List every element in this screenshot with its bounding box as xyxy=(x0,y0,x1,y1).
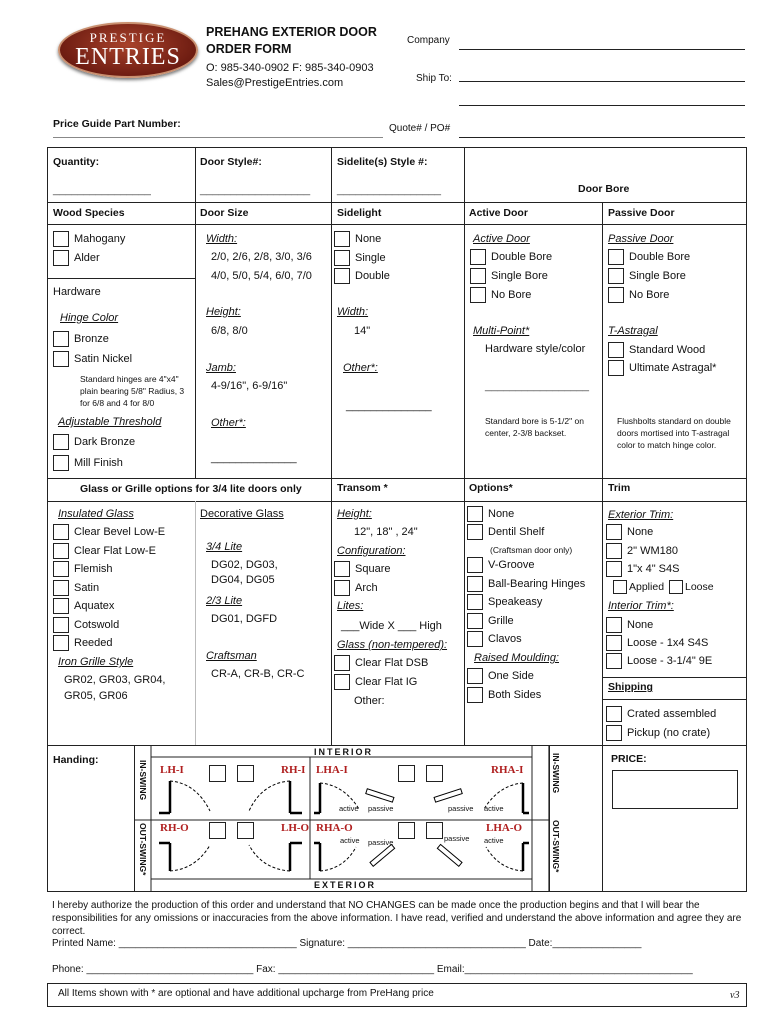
shipping-heading: Shipping xyxy=(608,681,653,693)
checkbox[interactable] xyxy=(334,561,350,577)
phone-fax: O: 985-340-0902 F: 985-340-0903 xyxy=(206,62,374,74)
divider xyxy=(47,478,747,479)
flushbolt-note: Flushbolts standard on double doors mortised into T-astragal color to match hinge color. xyxy=(617,416,731,450)
ext-trim-none[interactable] xyxy=(606,524,653,540)
in-swing-label-right: IN-SWING xyxy=(551,753,561,794)
active-label: active xyxy=(484,804,504,813)
transom-glass-label: Glass (non-tempered): xyxy=(337,639,448,651)
checkbox[interactable] xyxy=(467,557,483,573)
passive-label: passive xyxy=(368,838,394,847)
active-label: active xyxy=(484,836,504,845)
hinge-option-bronze[interactable] xyxy=(53,331,109,347)
hinge-color-label: Hinge Color xyxy=(60,312,119,324)
handing-label: Handing: xyxy=(53,754,99,766)
divider xyxy=(331,147,332,745)
lite23-values: DG01, DGFD xyxy=(211,613,278,625)
company-field[interactable] xyxy=(459,49,745,50)
config-arch[interactable] xyxy=(334,580,378,596)
handing-checkbox-rha-i[interactable] xyxy=(426,765,443,782)
form-title-line1: PREHANG EXTERIOR DOOR xyxy=(206,25,377,39)
option-label: Aquatex xyxy=(74,600,115,612)
checkbox[interactable] xyxy=(606,561,622,577)
option-label: 1"x 4" S4S xyxy=(627,563,680,575)
rh-i-label: RH-I xyxy=(281,764,306,776)
checkbox[interactable] xyxy=(467,668,483,684)
company-label: Company xyxy=(407,35,450,46)
divider xyxy=(602,677,747,678)
option-label: Speakeasy xyxy=(488,596,543,608)
lites-field[interactable]: ___Wide X ___ High xyxy=(341,620,442,632)
divider xyxy=(464,147,465,745)
lh-o-door-icon xyxy=(249,843,302,871)
width-values-2: 4/0, 5/0, 5/4, 6/0, 7/0 xyxy=(211,270,312,282)
raised-moulding-label: Raised Moulding: xyxy=(474,652,559,664)
checkbox[interactable] xyxy=(467,687,483,703)
divider xyxy=(47,224,747,225)
out-swing-label-left: OUT-SWING* xyxy=(138,823,148,876)
option-label: Crated assembled xyxy=(627,708,717,720)
options-heading: Options* xyxy=(469,482,513,494)
size-other-label: Other*: xyxy=(211,417,246,429)
multipoint-label: Multi-Point* xyxy=(473,325,530,337)
glass-reeded[interactable] xyxy=(53,635,113,651)
checkbox[interactable] xyxy=(53,635,69,651)
passive-label: passive xyxy=(448,804,474,813)
divider xyxy=(47,278,195,279)
handing-checkbox-lh-o[interactable] xyxy=(237,822,254,839)
sidelight-other-field[interactable]: ______________ xyxy=(346,400,432,412)
option-label: Bronze xyxy=(74,333,109,345)
active-double-bore[interactable] xyxy=(470,249,552,265)
hardware-style-label: Hardware style/color xyxy=(485,343,586,355)
option-label: Clavos xyxy=(488,633,522,645)
option-label: Clear Flat DSB xyxy=(355,657,429,669)
glass-aquatex[interactable] xyxy=(53,598,114,614)
trim-heading: Trim xyxy=(608,482,631,494)
passive-door-heading: Passive Door xyxy=(608,207,675,219)
option-label: Single xyxy=(355,252,386,264)
rha-o-label: RHA-O xyxy=(316,822,353,834)
hinge-option-satin-nickel[interactable] xyxy=(53,351,132,367)
option-label: Applied xyxy=(629,581,665,593)
checkbox[interactable] xyxy=(53,598,69,614)
exterior-label: EXTERIOR xyxy=(314,880,377,890)
quote-field[interactable] xyxy=(459,137,745,138)
door-bore-heading: Door Bore xyxy=(578,183,630,195)
dentil-note: (Craftsman door only) xyxy=(490,545,573,555)
option-label: Loose - 1x4 S4S xyxy=(627,637,709,649)
active-label: active xyxy=(340,836,360,845)
config-square[interactable] xyxy=(334,561,390,577)
option-grille[interactable] xyxy=(467,613,514,629)
contact-line[interactable]: Phone: ______________________________ Fax: ____________________________ Email:_________________________________________ xyxy=(52,964,693,975)
divider xyxy=(195,147,196,478)
wood-option-mahogany[interactable] xyxy=(53,231,125,247)
lite34-values-2: DG04, DG05 xyxy=(211,574,275,586)
lh-o-label: LH-O xyxy=(281,822,310,834)
divider xyxy=(602,745,603,892)
option-label: Double xyxy=(355,270,390,282)
insulated-glass-label: Insulated Glass xyxy=(58,508,134,520)
option-label: Ball-Bearing Hinges xyxy=(488,578,586,590)
transom-height-values: 12", 18" , 24" xyxy=(354,526,418,538)
int-trim-none[interactable] xyxy=(606,617,653,633)
wood-option-alder[interactable] xyxy=(53,250,100,266)
divider xyxy=(47,501,747,502)
option-label: None xyxy=(627,526,654,538)
checkbox[interactable] xyxy=(53,434,69,450)
option-label: Square xyxy=(355,563,391,575)
option-label: Both Sides xyxy=(488,689,542,701)
checkbox[interactable] xyxy=(608,249,624,265)
threshold-label: Adjustable Threshold xyxy=(58,416,162,428)
rha-o-door-icon xyxy=(314,843,395,871)
sidelite-style-field[interactable]: _________________ xyxy=(337,184,442,196)
price-guide-field[interactable] xyxy=(53,137,383,138)
option-label: Loose xyxy=(685,581,714,593)
option-label: Alder xyxy=(74,252,100,264)
price-label: PRICE: xyxy=(611,753,647,765)
checkbox[interactable] xyxy=(53,351,69,367)
glass-clear-flat[interactable] xyxy=(53,543,156,559)
checkbox[interactable] xyxy=(606,653,622,669)
checkbox[interactable] xyxy=(334,674,350,690)
sidelight-width-label: Width: xyxy=(337,306,369,318)
checkbox[interactable] xyxy=(467,524,483,540)
shipto-label: Ship To: xyxy=(416,73,452,84)
option-label: None xyxy=(355,233,382,245)
checkbox[interactable] xyxy=(467,631,483,647)
option-label: Cotswold xyxy=(74,619,120,631)
ext-trim-wm180[interactable] xyxy=(606,543,678,559)
option-label: Clear Flat Low-E xyxy=(74,545,156,557)
shipto-field-2[interactable] xyxy=(459,105,745,106)
iron-grille-values-1: GR02, GR03, GR04, xyxy=(64,674,166,686)
option-label: None xyxy=(627,619,654,631)
divider xyxy=(549,745,550,892)
shipto-field-1[interactable] xyxy=(459,81,745,82)
checkbox[interactable] xyxy=(608,268,624,284)
threshold-option-mill-finish[interactable] xyxy=(53,455,123,471)
checkbox[interactable] xyxy=(53,561,69,577)
lha-i-label: LHA-I xyxy=(316,764,348,776)
option-label: Satin Nickel xyxy=(74,353,133,365)
sidelight-width-value: 14" xyxy=(354,325,371,337)
prestige-entries-logo xyxy=(58,22,198,78)
option-label: Loose - 3-1/4" 9E xyxy=(627,655,713,667)
quantity-label: Quantity: xyxy=(53,156,100,168)
height-values: 6/8, 8/0 xyxy=(211,325,248,337)
trim-applied[interactable] xyxy=(613,580,664,594)
size-other-field[interactable]: ______________ xyxy=(211,452,297,464)
rh-o-label: RH-O xyxy=(160,822,189,834)
option-label: 2" WM180 xyxy=(627,545,678,557)
passive-label: passive xyxy=(368,804,394,813)
door-style-field[interactable]: __________________ xyxy=(200,184,311,196)
option-label: Mill Finish xyxy=(74,457,123,469)
checkbox[interactable] xyxy=(608,342,624,358)
interior-label: INTERIOR xyxy=(314,747,374,757)
checkbox[interactable] xyxy=(608,360,624,376)
sidelight-option-none[interactable] xyxy=(334,231,381,247)
interior-trim-label: Interior Trim*: xyxy=(608,600,674,612)
sales-email: Sales@PrestigeEntries.com xyxy=(206,77,344,89)
option-label: Double Bore xyxy=(629,251,691,263)
handing-checkbox-lha-i[interactable] xyxy=(398,765,415,782)
glass-clear-bevel[interactable] xyxy=(53,524,165,540)
option-v-groove[interactable] xyxy=(467,557,534,573)
option-label: Pickup (no crate) xyxy=(627,727,711,739)
sidelight-other-label: Other*: xyxy=(343,362,378,374)
option-none[interactable] xyxy=(467,506,514,522)
option-label: One Side xyxy=(488,670,534,682)
iron-grille-values-2: GR05, GR06 xyxy=(64,690,128,702)
logo-top-text: PRESTIGE xyxy=(89,30,167,45)
lite34-label: 3/4 Lite xyxy=(206,541,243,553)
price-guide-label: Price Guide Part Number: xyxy=(53,118,181,130)
transom-other-label: Other: xyxy=(354,695,385,707)
sidelight-option-double[interactable] xyxy=(334,268,390,284)
optional-note: All Items shown with * are optional and have additional upcharge from PreHang price xyxy=(58,988,434,999)
quantity-field[interactable]: ________________ xyxy=(53,184,151,196)
divider xyxy=(47,202,747,203)
option-label: Grille xyxy=(488,615,514,627)
lite34-values-1: DG02, DG03, xyxy=(211,559,278,571)
option-label: Dentil Shelf xyxy=(488,526,545,538)
checkbox[interactable] xyxy=(334,231,350,247)
divider xyxy=(602,202,603,745)
jamb-label: Jamb: xyxy=(206,362,236,374)
active-door-sublabel: Active Door xyxy=(473,233,530,245)
checkbox[interactable] xyxy=(467,613,483,629)
option-label: Single Bore xyxy=(491,270,548,282)
checkbox[interactable] xyxy=(608,287,624,303)
out-swing-label-right: OUT-SWING* xyxy=(551,820,561,873)
handing-checkbox-lha-o[interactable] xyxy=(426,822,443,839)
craftsman-values: CR-A, CR-B, CR-C xyxy=(211,668,305,680)
in-swing-label-left: IN-SWING xyxy=(138,760,148,801)
signature-line[interactable]: Printed Name: ________________________________ Signature: ________________________________ Date:________________ xyxy=(52,938,642,949)
sidelite-style-label: Sidelite(s) Style #: xyxy=(337,156,428,168)
glass-flemish[interactable] xyxy=(53,561,113,577)
option-label: Standard Wood xyxy=(629,344,706,356)
checkbox[interactable] xyxy=(334,580,350,596)
ext-trim-1x4[interactable] xyxy=(606,561,679,577)
version-label: v3 xyxy=(730,990,740,1001)
option-label: Double Bore xyxy=(491,251,553,263)
quote-label: Quote# / PO# xyxy=(389,123,451,134)
width-label: Width: xyxy=(206,233,238,245)
handing-checkbox-rh-i[interactable] xyxy=(237,765,254,782)
iron-grille-label: Iron Grille Style xyxy=(58,656,134,668)
checkbox[interactable] xyxy=(669,580,683,594)
option-label: V-Groove xyxy=(488,559,535,571)
checkbox[interactable] xyxy=(53,250,69,266)
hardware-heading: Hardware xyxy=(53,286,101,298)
checkbox[interactable] xyxy=(334,655,350,671)
transom-glass-ig[interactable] xyxy=(334,674,417,690)
hinge-note: Standard hinges are 4"x4" plain bearing 5/8" Radius, 3 for 6/8 and 4 for 8/0 xyxy=(80,374,185,408)
checkbox[interactable] xyxy=(334,268,350,284)
passive-no-bore[interactable] xyxy=(608,287,669,303)
astragal-ultimate[interactable] xyxy=(608,360,716,376)
checkbox[interactable] xyxy=(53,543,69,559)
sidelight-heading: Sidelight xyxy=(337,207,382,219)
transom-glass-dsb[interactable] xyxy=(334,655,428,671)
checkbox[interactable] xyxy=(470,268,486,284)
lha-o-door-icon xyxy=(437,843,529,871)
rh-o-door-icon xyxy=(159,843,210,871)
option-ball-bearing-hinges[interactable] xyxy=(467,576,585,592)
lh-i-door-icon xyxy=(159,781,210,813)
checkbox[interactable] xyxy=(53,580,69,596)
checkbox[interactable] xyxy=(53,231,69,247)
checkbox[interactable] xyxy=(467,576,483,592)
sidelight-option-single[interactable] xyxy=(334,250,386,266)
option-label: Clear Bevel Low-E xyxy=(74,526,166,538)
price-field[interactable] xyxy=(612,770,738,809)
checkbox[interactable] xyxy=(53,331,69,347)
option-label: Arch xyxy=(355,582,378,594)
option-label: Dark Bronze xyxy=(74,436,136,448)
divider xyxy=(602,699,747,700)
checkbox[interactable] xyxy=(467,506,483,522)
trim-loose[interactable] xyxy=(669,580,714,594)
int-trim-9e[interactable] xyxy=(606,653,712,669)
checkbox[interactable] xyxy=(606,635,622,651)
jamb-values: 4-9/16", 6-9/16" xyxy=(211,380,288,392)
checkbox[interactable] xyxy=(470,287,486,303)
handing-checkbox-rha-o[interactable] xyxy=(398,822,415,839)
checkbox[interactable] xyxy=(606,706,622,722)
transom-heading: Transom * xyxy=(337,482,388,494)
option-label: Mahogany xyxy=(74,233,126,245)
option-label: Reeded xyxy=(74,637,113,649)
checkbox[interactable] xyxy=(53,524,69,540)
option-label: Satin xyxy=(74,582,100,594)
raised-both-sides[interactable] xyxy=(467,687,541,703)
option-clavos[interactable] xyxy=(467,631,522,647)
option-label: Ultimate Astragal* xyxy=(629,362,717,374)
lha-o-label: LHA-O xyxy=(486,822,523,834)
active-door-heading: Active Door xyxy=(469,207,528,219)
rh-i-door-icon xyxy=(249,781,302,813)
int-trim-1x4[interactable] xyxy=(606,635,708,651)
transom-height-label: Height: xyxy=(337,508,372,520)
active-label: active xyxy=(339,804,359,813)
lite23-label: 2/3 Lite xyxy=(206,595,243,607)
checkbox[interactable] xyxy=(467,594,483,610)
door-style-label: Door Style#: xyxy=(200,156,262,168)
lites-label: Lites: xyxy=(337,600,364,612)
handing-checkbox-lh-i[interactable] xyxy=(209,765,226,782)
decorative-glass-label: Decorative Glass xyxy=(200,508,284,520)
width-values-1: 2/0, 2/6, 2/8, 3/0, 3/6 xyxy=(211,251,312,263)
checkbox[interactable] xyxy=(606,617,622,633)
ship-crated[interactable] xyxy=(606,706,716,722)
passive-double-bore[interactable] xyxy=(608,249,690,265)
option-label: Clear Flat IG xyxy=(355,676,418,688)
option-label: Single Bore xyxy=(629,270,686,282)
astragal-standard-wood[interactable] xyxy=(608,342,705,358)
lh-i-label: LH-I xyxy=(160,764,184,776)
exterior-trim-label: Exterior Trim: xyxy=(608,509,674,521)
checkbox[interactable] xyxy=(53,617,69,633)
glass-cotswold[interactable] xyxy=(53,617,119,633)
glass-satin[interactable] xyxy=(53,580,99,596)
passive-door-sublabel: Passive Door xyxy=(608,233,674,245)
logo-bottom-text: ENTRIES xyxy=(75,44,181,70)
t-astragal-label: T-Astragal xyxy=(608,325,658,337)
door-size-heading: Door Size xyxy=(200,207,249,219)
active-no-bore[interactable] xyxy=(470,287,531,303)
craftsman-label: Craftsman xyxy=(206,650,257,662)
active-single-bore[interactable] xyxy=(470,268,548,284)
checkbox[interactable] xyxy=(606,543,622,559)
wood-species-heading: Wood Species xyxy=(53,207,125,219)
option-label: Flemish xyxy=(74,563,113,575)
option-label: No Bore xyxy=(491,289,532,301)
form-title-line2: ORDER FORM xyxy=(206,42,292,56)
height-label: Height: xyxy=(206,306,241,318)
passive-label: passive xyxy=(444,834,470,843)
bore-note: Standard bore is 5-1/2" on center, 2-3/8 backset. xyxy=(485,416,584,438)
threshold-option-dark-bronze[interactable] xyxy=(53,434,135,450)
checkbox[interactable] xyxy=(470,249,486,265)
checkbox[interactable] xyxy=(613,580,627,594)
rha-i-label: RHA-I xyxy=(491,764,524,776)
checkbox[interactable] xyxy=(606,524,622,540)
option-label: None xyxy=(488,508,515,520)
hardware-style-field[interactable]: _________________ xyxy=(485,380,590,392)
checkbox[interactable] xyxy=(606,725,622,741)
divider xyxy=(195,501,196,745)
passive-single-bore[interactable] xyxy=(608,268,686,284)
option-dentil-shelf[interactable] xyxy=(467,524,544,540)
handing-checkbox-rh-o[interactable] xyxy=(209,822,226,839)
authorization-text: I hereby authorize the production of this order and understand that NO CHANGES can be made once the production begins and that I will bear the responsibilities for any omissions or inaccuracies from the above information. I have read, verified and understand the above information and agree they are correct. xyxy=(52,900,742,937)
option-speakeasy[interactable] xyxy=(467,594,542,610)
ship-pickup[interactable] xyxy=(606,725,710,741)
configuration-label: Configuration: xyxy=(337,545,406,557)
option-label: No Bore xyxy=(629,289,670,301)
checkbox[interactable] xyxy=(53,455,69,471)
checkbox[interactable] xyxy=(334,250,350,266)
glass-grille-heading: Glass or Grille options for 3/4 lite doors only xyxy=(80,483,302,495)
raised-one-side[interactable] xyxy=(467,668,534,684)
